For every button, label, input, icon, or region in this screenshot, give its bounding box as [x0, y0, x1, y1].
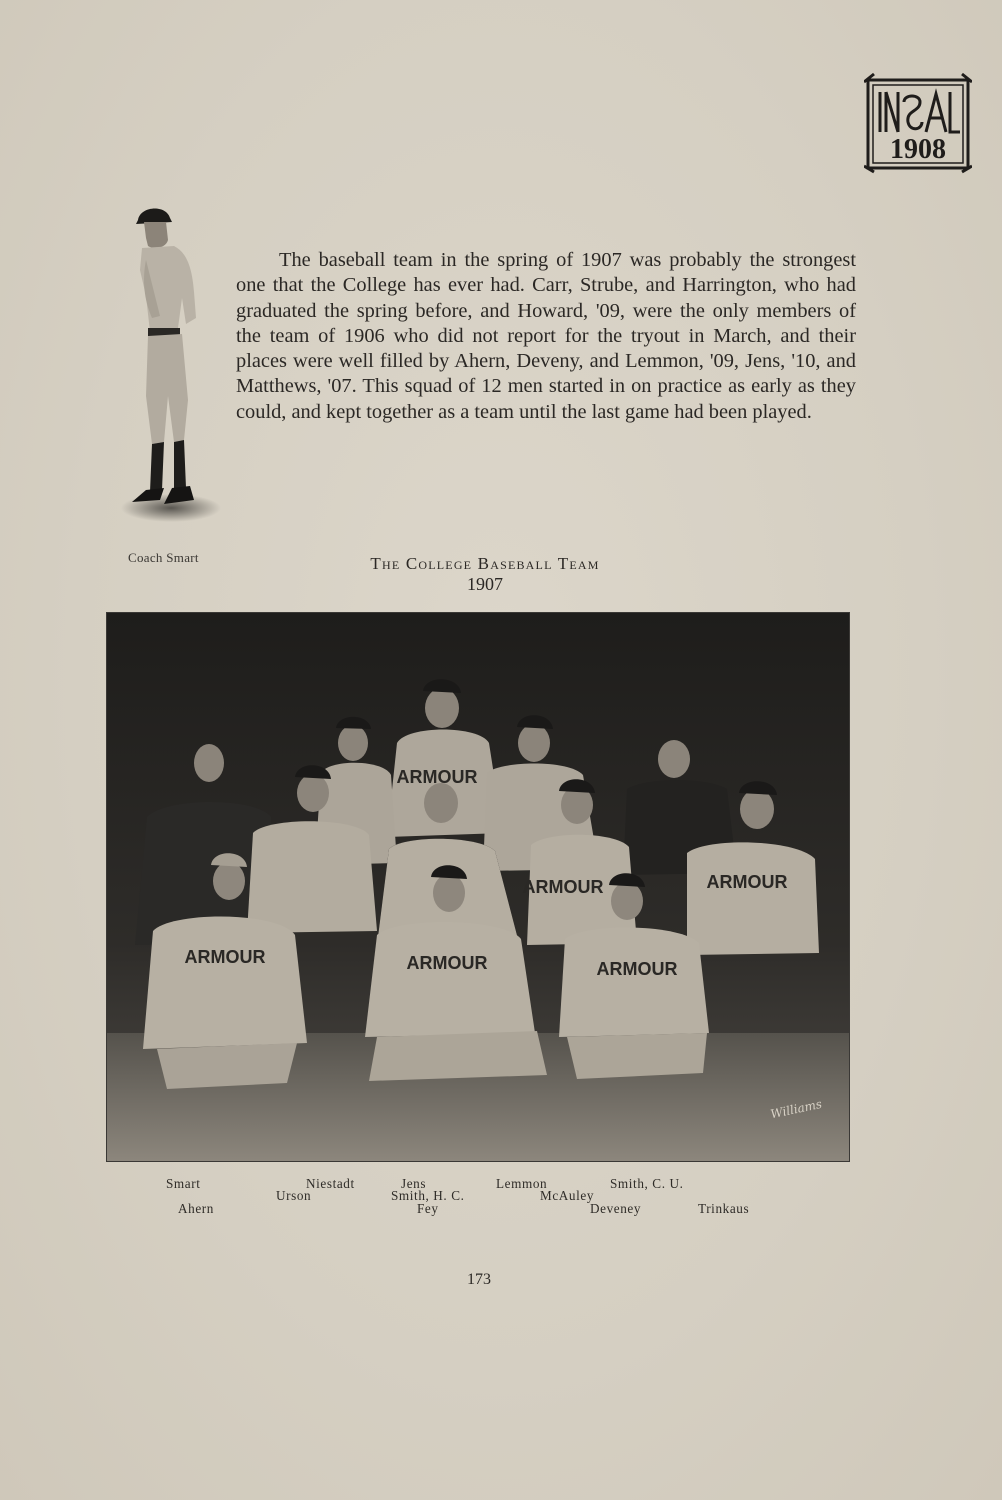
photographer-signature: Williams: [769, 1096, 824, 1122]
name-label: Urson: [276, 1188, 312, 1203]
jersey-text: ARMOUR: [522, 877, 604, 897]
name-label: Fey: [417, 1201, 439, 1216]
name-label: Smart: [166, 1176, 201, 1191]
name-label: Smith, C. U.: [610, 1176, 684, 1191]
name-label: Niestadt: [306, 1176, 355, 1191]
jersey-text: ARMOUR: [706, 872, 788, 892]
integral-1908-logo: [864, 72, 972, 174]
body-paragraph: The baseball team in the spring of 1907 was probably the strongest one that the College has ever had. Carr, Strube, and Harrington, who had graduated the spring before, and Howard, '09, were the only members of the team of 1906 who did not report for the tryout in March, and their places were well filled by Ahern, Deveny, and Lemmon, '09, Jens, '10, and Matthews, '07. This squad of 12 men started in on practice as early as they could, and kept together as a team until the last game had been played.: [236, 249, 856, 423]
name-label: McAuley: [540, 1188, 595, 1203]
name-label: Smith, H. C.: [391, 1188, 465, 1203]
photo-title-year: 1907: [467, 574, 503, 594]
page-number: 173: [467, 1271, 491, 1288]
coach-caption: Coach Smart: [128, 550, 199, 565]
jersey-text: ARMOUR: [596, 959, 678, 979]
name-label: Lemmon: [496, 1176, 548, 1191]
name-label: Trinkaus: [698, 1201, 750, 1216]
photo-title-line1: The College Baseball Team: [370, 554, 600, 573]
jersey-text: ARMOUR: [184, 947, 266, 967]
svg-text:1908: 1908: [890, 134, 946, 165]
team-photograph: [106, 612, 850, 1162]
name-label: Jens: [401, 1176, 427, 1191]
jersey-text: ARMOUR: [406, 953, 488, 973]
coach-photo: [116, 200, 226, 530]
photo-title: [290, 554, 680, 595]
jersey-text: ARMOUR: [396, 767, 478, 787]
name-label: Ahern: [178, 1201, 214, 1216]
name-label: Deveney: [590, 1201, 642, 1216]
